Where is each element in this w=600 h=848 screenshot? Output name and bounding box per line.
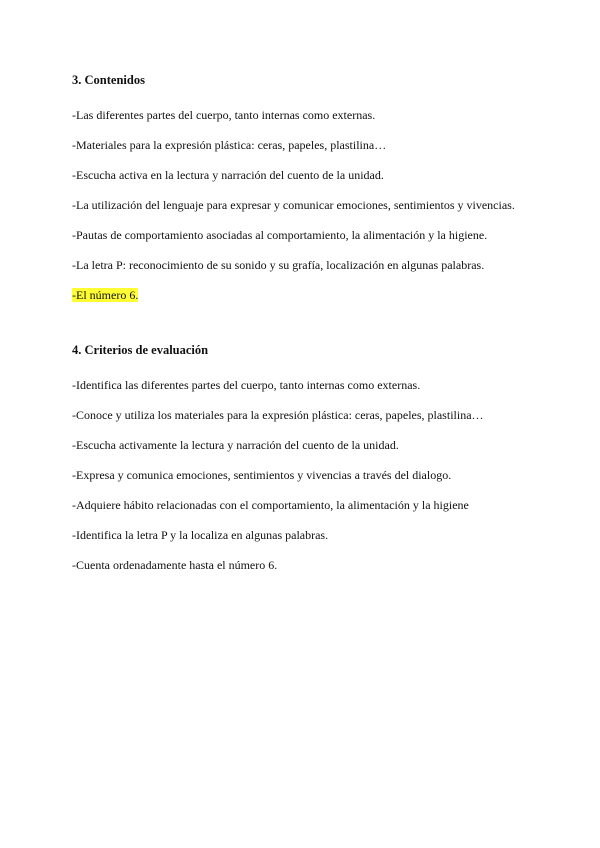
list-item: -Materiales para la expresión plástica: ceras, papeles, plastilina… xyxy=(72,138,387,152)
list-item-highlighted xyxy=(72,280,528,310)
section-contenidos xyxy=(72,70,528,310)
list-item: -La utilización del lenguaje para expresar y comunicar emociones, sentimientos y vivencias. xyxy=(72,198,515,212)
list-item: -Identifica las diferentes partes del cuerpo, tanto internas como externas. xyxy=(72,378,421,392)
list-item: -Cuenta ordenadamente hasta el número 6. xyxy=(72,558,278,572)
list-item: -Conoce y utiliza los materiales para la expresión plástica: ceras, papeles, plastilina… xyxy=(72,408,484,422)
list-item: -La letra P: reconocimiento de su sonido y su grafía, localización en algunas palabras. xyxy=(72,258,485,272)
section-spacer xyxy=(72,310,528,340)
list-item: -Las diferentes partes del cuerpo, tanto internas como externas. xyxy=(72,108,376,122)
section-heading: 3. Contenidos xyxy=(72,73,145,87)
list-item: -Escucha activamente la lectura y narración del cuento de la unidad. xyxy=(72,438,399,452)
list-item: -Expresa y comunica emociones, sentimientos y vivencias a través del dialogo. xyxy=(72,468,452,482)
list-item: -Identifica la letra P y la localiza en algunas palabras. xyxy=(72,528,329,542)
document-content xyxy=(72,70,528,580)
list-item: -Pautas de comportamiento asociadas al comportamiento, la alimentación y la higiene. xyxy=(72,228,488,242)
list-item: -Adquiere hábito relacionadas con el comportamiento, la alimentación y la higiene xyxy=(72,498,469,512)
list-item: -Escucha activa en la lectura y narración del cuento de la unidad. xyxy=(72,168,384,182)
section-heading: 4. Criterios de evaluación xyxy=(72,343,209,357)
highlighted-text: -El número 6. xyxy=(72,288,139,302)
section-criterios xyxy=(72,340,528,580)
